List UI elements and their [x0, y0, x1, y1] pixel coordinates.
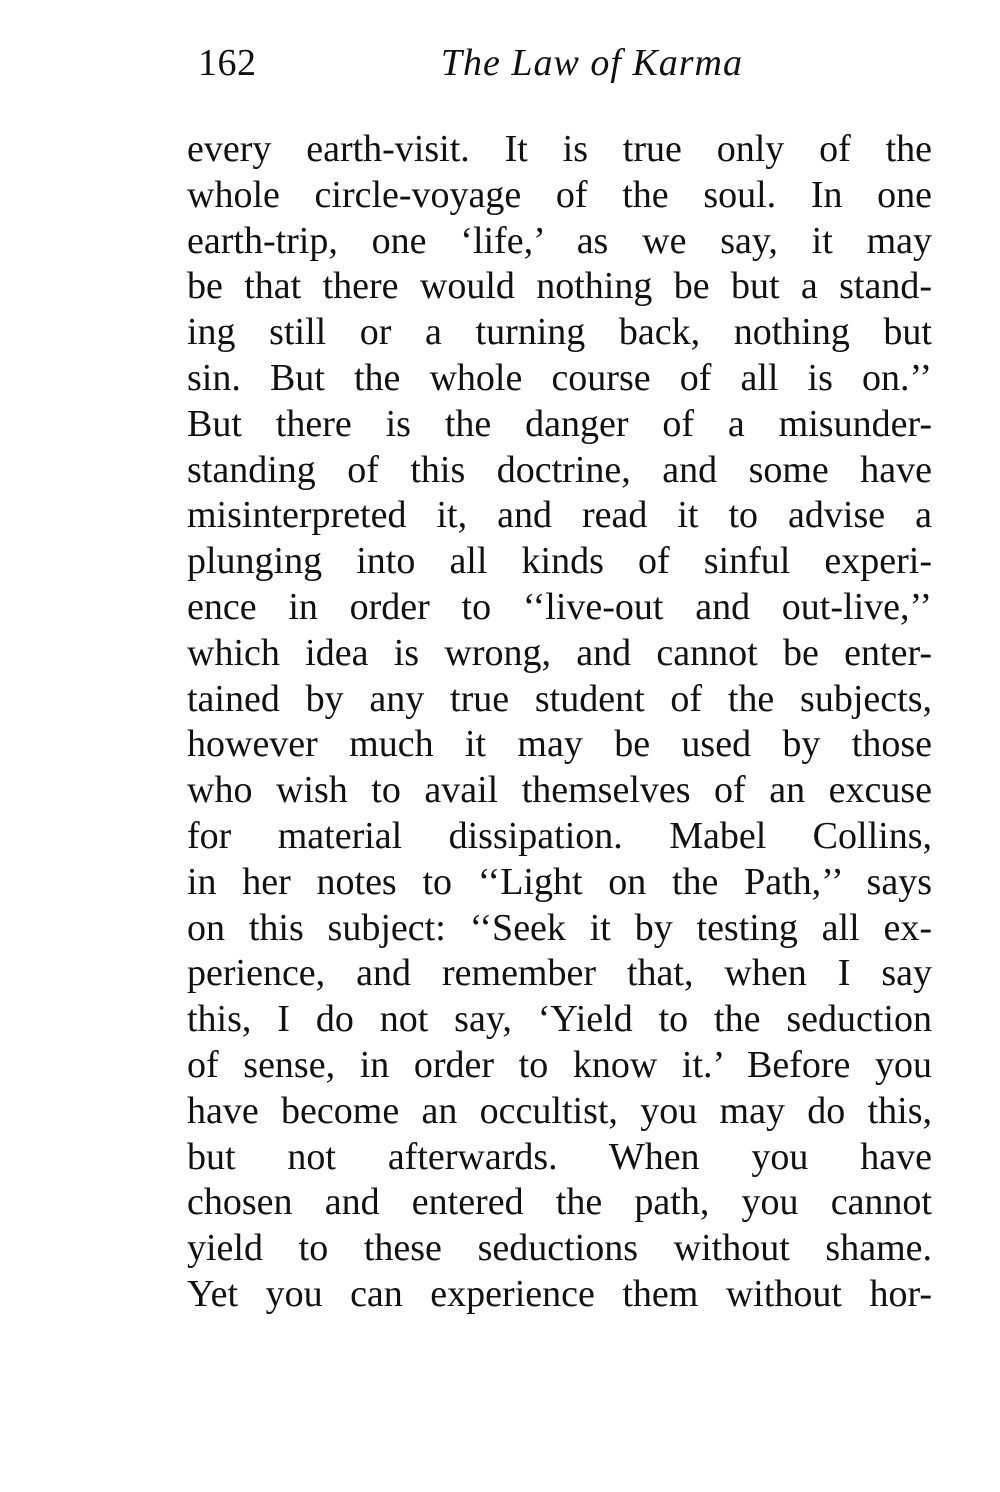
page-header	[198, 38, 743, 88]
text-line: tained by any true student of the subjects,	[187, 677, 932, 720]
body-text	[187, 127, 932, 1318]
text-line: sin. But the whole course of all is on.’’	[187, 356, 932, 399]
text-line: standing of this doctrine, and some have	[187, 448, 932, 491]
text-line: every earth-visit. It is true only of the	[187, 128, 932, 170]
text-line: who wish to avail themselves of an excuse	[187, 769, 932, 812]
text-line: but not afterwards. When you have	[187, 1135, 932, 1178]
text-line: earth-trip, one ‘life,’ as we say, it may	[187, 219, 932, 262]
text-line: But there is the danger of a misunder-	[187, 402, 932, 445]
text-line: chosen and entered the path, you cannot	[187, 1181, 932, 1224]
text-line: which idea is wrong, and cannot be enter-	[187, 631, 932, 674]
text-line: have become an occultist, you may do this,	[187, 1089, 932, 1132]
text-line: yield to these seductions without shame.	[187, 1227, 932, 1270]
text-line: of sense, in order to know it.’ Before you	[187, 1043, 932, 1086]
text-line: whole circle-voyage of the soul. In one	[187, 173, 932, 216]
running-title: The Law of Karma	[440, 42, 743, 84]
text-line: plunging into all kinds of sinful experi-	[187, 540, 932, 583]
text-line: on this subject: ‘‘Seek it by testing all ex-	[187, 906, 932, 949]
text-line: for material dissipation. Mabel Collins,	[187, 814, 932, 857]
text-line: however much it may be used by those	[187, 723, 932, 766]
text-line: misinterpreted it, and read it to advise a	[187, 494, 932, 537]
text-line: ing still or a turning back, nothing but	[187, 311, 932, 354]
text-line: Yet you can experience them without hor-	[187, 1272, 932, 1315]
text-line: be that there would nothing be but a stand-	[187, 265, 932, 308]
text-line: in her notes to ‘‘Light on the Path,’’ says	[187, 860, 932, 903]
text-line: ence in order to ‘‘live-out and out-live,’’	[187, 585, 932, 628]
text-line: perience, and remember that, when I say	[187, 952, 932, 995]
text-line: this, I do not say, ‘Yield to the seduction	[187, 998, 932, 1041]
page-number: 162	[198, 42, 257, 84]
